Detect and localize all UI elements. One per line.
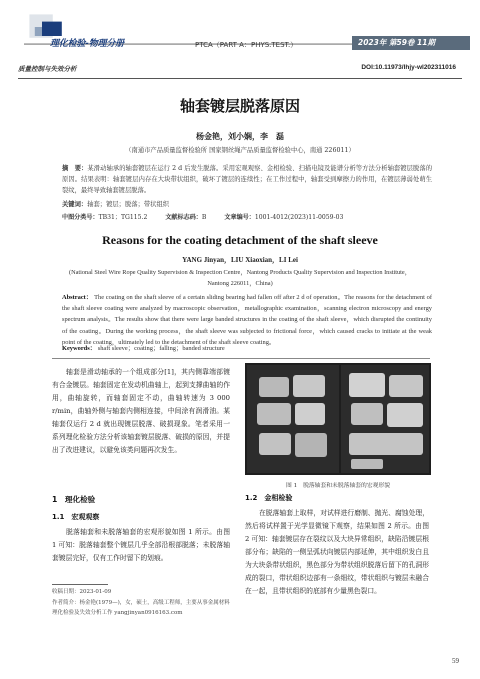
abstract-en-text: The coating on the shaft sleeve of a certain sliding bearing had fallen off after 2 d of operation。The reasons for the detachment of the shaft sleeve coating were analyzed by macroscopic observation，metallographic examination，scanning electron microscopy and energy spectrum analysis。The results show that there were large banded structures in the coating of the shaft sleeve，which disrupted the continuity of the coating。During the working process，the shaft sleeve was subjected to frictional force，which caused cracks to initiate at the weak point of the coating，ultimately led to the detachment of the shaft sleeve coating。 — [62, 294, 432, 346]
journal-logo: 理化检验-物理分册 — [50, 39, 124, 49]
abstract-en — [62, 292, 432, 348]
keywords-en — [62, 343, 225, 352]
divider — [18, 78, 462, 79]
doc-code-value: B — [201, 214, 207, 221]
section-tag: 质量控制与失效分析 — [18, 65, 77, 73]
affiliation-cn: （南通市产品质量监督检验所 国家钢丝绳产品质量监督检验中心，南通 226011） — [125, 147, 355, 154]
section-1-2-heading: 1.2 金相检验 — [245, 494, 293, 502]
section-1-2-text: 在脱落轴套上取样，对试样进行磨制、抛光、腐蚀处理，然后将试样置于光学显微镜下观察，结果如图 2 所示。由图 2 可知：轴套镀层存在裂纹以及大块异常组织，缺陷沿镀层根部分布；缺陷的一侧呈弧状向镀层内部延伸，其中组织发白且为大块条带状组织，黑色部分为带状组织脱落后留下的孔洞形成的裂口，带状组织边部有一条细纹，带状组织与镀层未融合在一起，且带状组织的底部有少量黑色裂口。 — [245, 509, 429, 595]
intro-paragraph: 轴套是滑动轴承的一个组成部分[1]，其内侧靠端部镀有合金镀层。轴套固定在发动机曲轴上，起到支撑曲轴的作用，曲轴旋转，而轴套固定不动，曲轴转速为 3 000 r/min，曲轴外侧与轴套内侧相连接，中间涂有润滑油。某轴套仅运行 2 d 就出现镀层脱落、破损现象。笔者采用一系列理化检验方法分析该轴套镀层脱落、破损的原因，并提出了改进建议，以避免该类问题再次发生。 — [52, 368, 230, 454]
authors-en: YANG Jinyan，LIU Xiaoxian，LI Lei — [182, 256, 298, 264]
title-en: Reasons for the coating detachment of the shaft sleeve — [102, 233, 378, 247]
section-1-1-heading: 1.1 宏观观察 — [52, 513, 100, 521]
abstract-en-label: Abstract： — [62, 294, 93, 301]
section-1-heading: 1 理化检验 — [52, 495, 96, 504]
keywords-en-label: Keywords： — [62, 345, 97, 352]
figure-1-photo — [245, 363, 431, 475]
keywords-cn-text: 轴套；镀层；脱落；带状组织 — [87, 201, 170, 208]
abstract-cn — [62, 163, 432, 196]
footnote-received: 收稿日期：2023-01-09 — [52, 589, 112, 595]
footnote-rule — [52, 584, 108, 585]
article-id-label: 文章编号： — [224, 214, 255, 221]
doi: DOI:10.11973/lhjy-wl202311016 — [361, 64, 456, 71]
doc-code-label: 文献标志码： — [165, 214, 202, 221]
page-number: 59 — [452, 657, 459, 665]
clc-value: TB31；TG115.2 — [98, 214, 148, 221]
keywords-cn-label: 关键词： — [62, 201, 88, 208]
article-id-value: 1001-4012(2023)11-0059-03 — [254, 214, 344, 221]
authors-cn: 杨金艳，刘小娴，李 磊 — [196, 132, 284, 141]
clc-label: 中图分类号： — [62, 214, 99, 221]
issue-badge: 2023年 第59卷 11期 — [352, 36, 470, 50]
journal-name: PTCA（PART A：PHYS.TEST.） — [195, 41, 298, 49]
keywords-cn — [62, 199, 169, 208]
classification-row — [62, 212, 343, 221]
footnote-author: 作者简介：杨金艳(1979—)，女，硕士，高级工程师，主要从事金属材料理化检验及失效分析工作 yangjinyan0916163.com — [52, 600, 230, 616]
title-cn: 轴套镀层脱落原因 — [179, 97, 300, 115]
affiliation-en: (National Steel Wire Rope Quality Supervision & Inspection Centre，Nantong Products Quality Supervision and Inspection Institute，Nantong 226011，China) — [68, 269, 412, 287]
abstract-cn-label: 摘 要： — [62, 165, 88, 172]
section-1-1-text: 脱落轴套和未脱落轴套的宏观形貌如图 1 所示。由图 1 可知：脱落轴套整个镀层几乎全部沿根部脱落；未脱落轴套镀层完好，仅有工作时留下的划痕。 — [52, 528, 230, 562]
abstract-divider — [52, 358, 430, 359]
abstract-cn-text: 某滑动轴承的轴套镀层在运行 2 d 后发生脱落。采用宏观观察、金相检验、扫描电镜及能谱分析等方法分析轴套镀层脱落的原因。结果表明：轴套镀层内存在大块带状组织，破坏了镀层的连续性；在工作过程中，轴套受到摩擦力的作用，在镀层薄弱处萌生裂纹，最终导致轴套镀层脱落。 — [62, 165, 432, 194]
figure-1-caption: 图 1 脱落轴套和未脱落轴套的宏观形貌 — [285, 483, 391, 489]
keywords-en-text: shaft sleeve；coating；falling；banded structure — [97, 345, 225, 352]
